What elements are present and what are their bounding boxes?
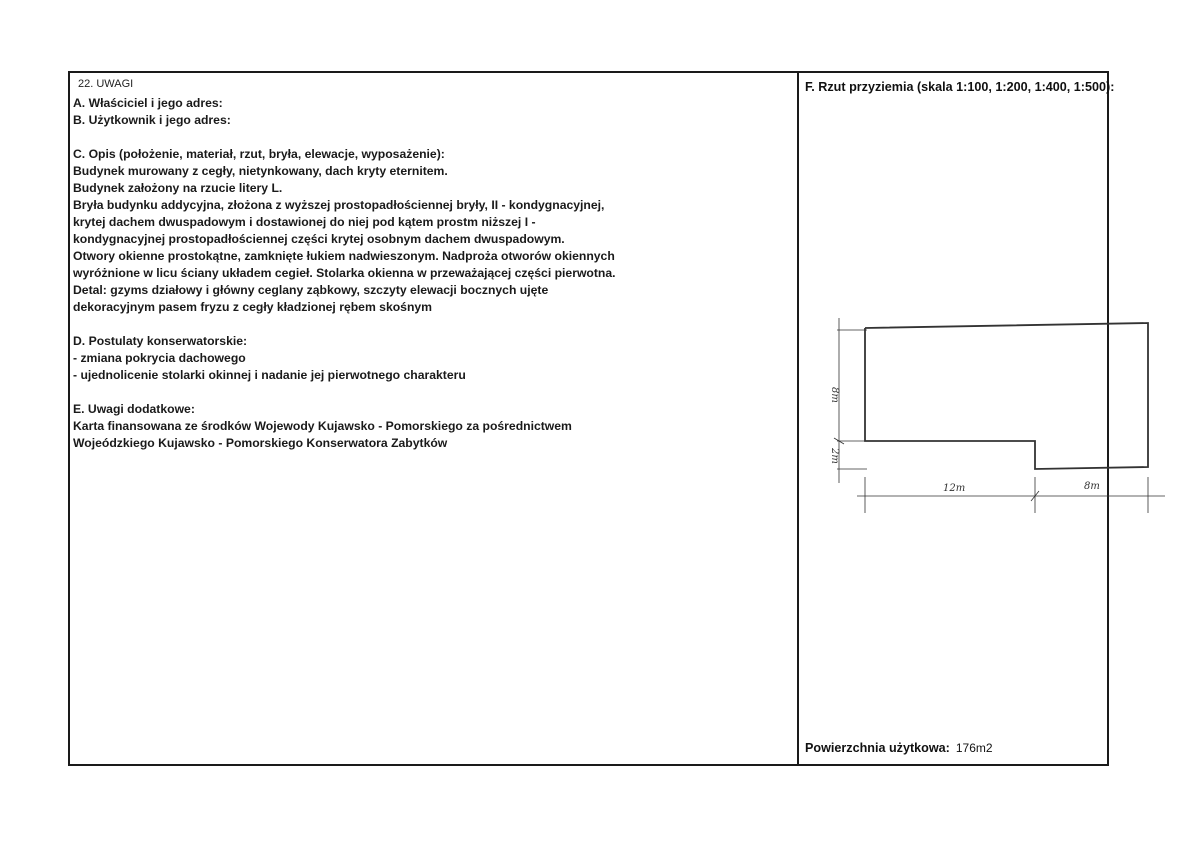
remarks-line: Budynek murowany z cegły, nietynkowany, dach kryty eternitem. [73, 164, 448, 178]
dim-label-height-main: 8m [829, 387, 840, 403]
section-number: 22. UWAGI [78, 78, 134, 90]
dim-label-width-right: 8m [1084, 481, 1100, 492]
usable-area-label: Powierzchnia użytkowa: [805, 741, 950, 755]
plan-column [799, 73, 1115, 764]
remarks-line: D. Postulaty konserwatorskie: [73, 334, 248, 348]
dim-label-width-left: 12m [943, 483, 966, 494]
remarks-line: Wojeódzkiego Kujawsko - Pomorskiego Konserwatora Zabytków [73, 436, 448, 450]
usable-area-row [805, 741, 993, 755]
floor-plan-drawing [799, 73, 1179, 768]
remarks-spacer [73, 384, 788, 401]
usable-area-value: 176m2 [955, 741, 993, 755]
remarks-line: A. Właściciel i jego adres: [73, 96, 223, 110]
remarks-line: B. Użytkownik i jego adres: [73, 113, 231, 127]
remarks-line: Detal: gzyms działowy i główny ceglany ząbkowy, szczyty elewacji bocznych ujęte [73, 283, 549, 297]
remarks-line: Karta finansowana ze środków Wojewody Kujawsko - Pomorskiego za pośrednictwem [73, 419, 572, 433]
building-outline [865, 323, 1148, 469]
remarks-column [70, 73, 797, 764]
remarks-line: - ujednolicenie stolarki okinnej i nadanie jej pierwotnego charakteru [73, 368, 466, 382]
remarks-line: krytej dachem dwuspadowym i dostawionej do niej pod kątem prostm niższej I - [73, 215, 536, 229]
plan-heading: F. Rzut przyziemia (skala 1:100, 1:200, 1:400, 1:500): [805, 80, 1115, 94]
remarks-spacer [73, 129, 788, 146]
remarks-line: - zmiana pokrycia dachowego [73, 351, 246, 365]
remarks-line: C. Opis (położenie, materiał, rzut, bryła, elewacje, wyposażenie): [73, 147, 445, 161]
remarks-line: dekoracyjnym pasem fryzu z cegły kładzionej rębem skośnym [73, 300, 433, 314]
remarks-line: E. Uwagi dodatkowe: [73, 402, 195, 416]
remarks-spacer [73, 316, 788, 333]
remarks-line: Bryła budynku addycyjna, złożona z wyższej prostopadłościennej bryły, II - kondygnacyjnej, [73, 198, 605, 212]
remarks-text [73, 95, 788, 452]
remarks-line: Otwory okienne prostokątne, zamknięte łukiem nadwieszonym. Nadproża otworów okiennych [73, 249, 615, 263]
remarks-line: wyróżnione w licu ściany układem cegieł. Stolarka okienna w przeważającej części pierwotna. [73, 266, 616, 280]
remarks-line: kondygnacyjnej prostopadłościennej części krytej osobnym dachem dwuspadowym. [73, 232, 565, 246]
remarks-line: Budynek założony na rzucie litery L. [73, 181, 283, 195]
form-frame [68, 71, 1115, 766]
dim-label-height-step: 2m [829, 448, 840, 464]
